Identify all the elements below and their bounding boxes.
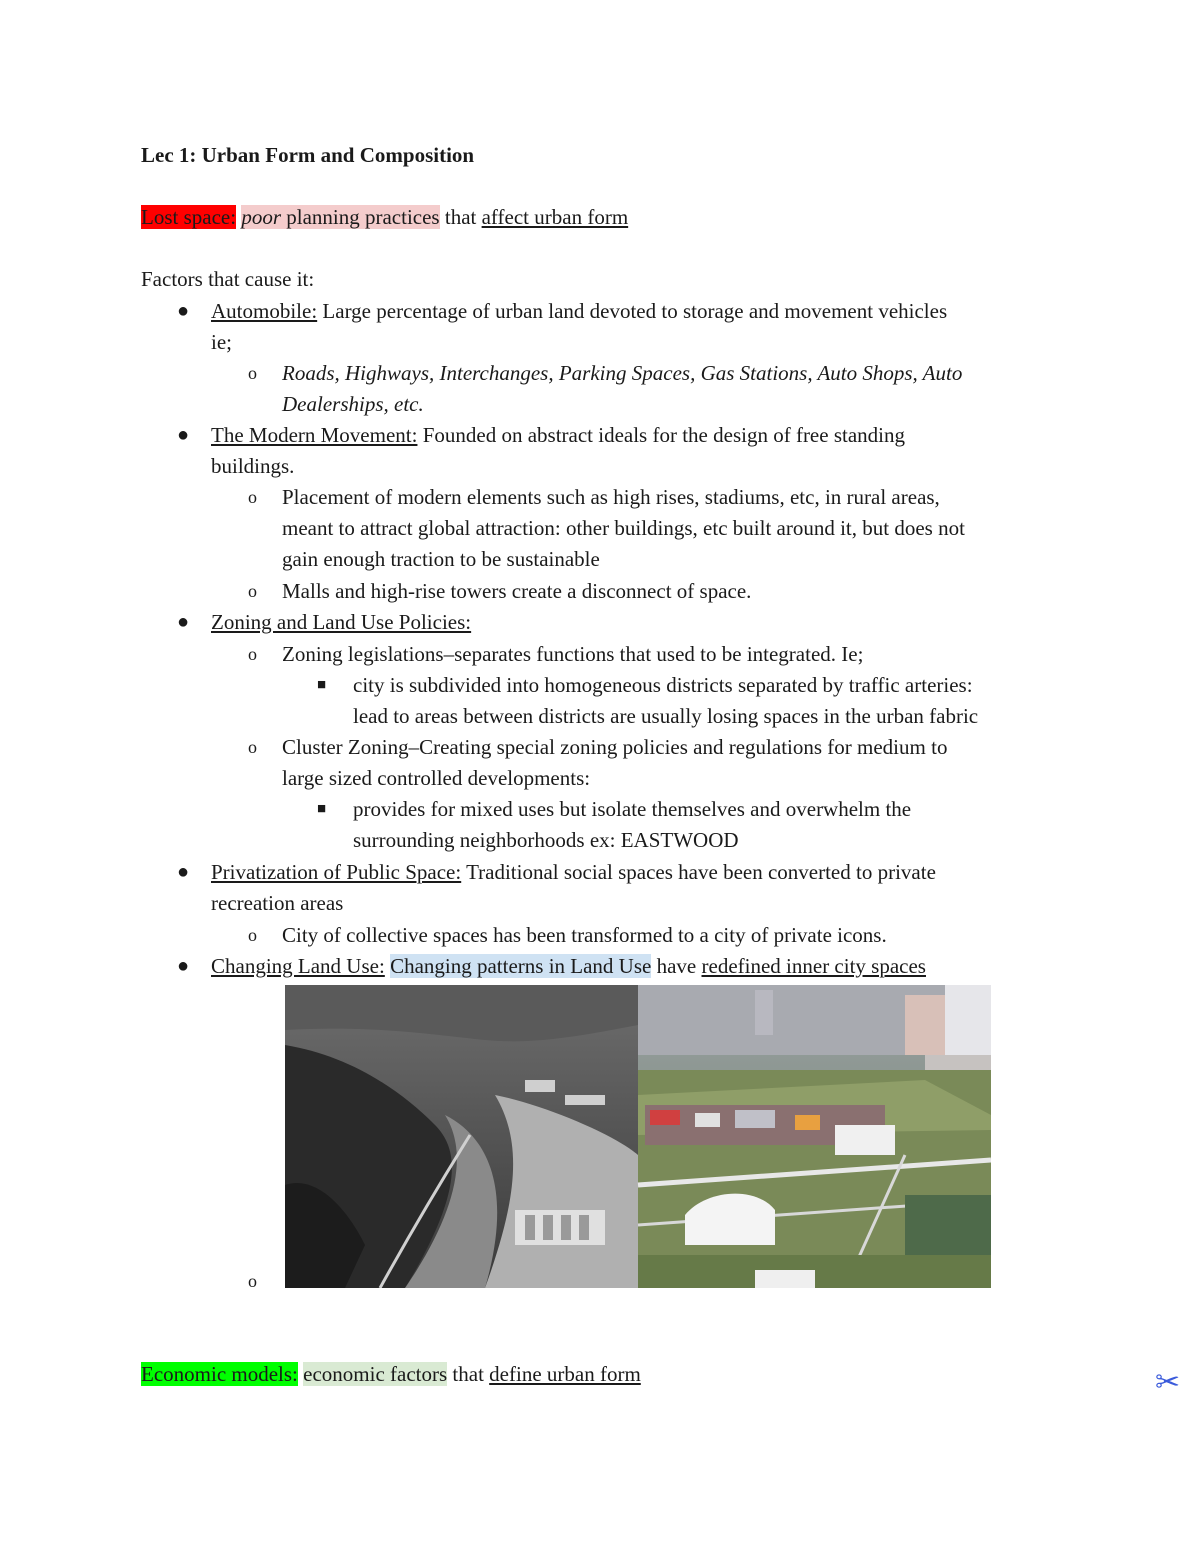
automobile-text: Large percentage of urban land devoted to storage and movement vehicles — [317, 299, 948, 323]
bullet-circle: o — [248, 1271, 257, 1291]
economic-mid: that — [447, 1362, 490, 1386]
automobile-label: Automobile: — [211, 299, 318, 323]
bullet-dot: ● — [177, 955, 190, 977]
lost-space-term: Lost space: — [141, 205, 237, 229]
modern-sub-a-cont: meant to attract global attraction: other buildings, etc built around it, but does not — [282, 516, 965, 540]
economic-definition — [141, 1359, 641, 1390]
modern-text-cont: buildings. — [211, 454, 295, 478]
lost-space-mid: that — [439, 205, 482, 229]
zoning-sub-b-cont: large sized controlled developments: — [282, 766, 591, 790]
modern-sub-a: Placement of modern elements such as high rises, stadiums, etc, in rural areas, — [282, 485, 940, 509]
changing-underlined: redefined inner city spaces — [701, 954, 926, 978]
bullet-dot: ● — [177, 611, 190, 633]
privatization-text-cont: recreation areas — [211, 891, 344, 915]
changing-item — [211, 951, 926, 982]
automobile-text-cont: ie; — [211, 330, 232, 354]
bullet-square: ■ — [317, 677, 327, 693]
bullet-circle: o — [248, 363, 257, 383]
economic-term: Economic models: — [141, 1362, 298, 1386]
automobile-sub-cont: Dealerships, etc. — [282, 392, 424, 416]
bullet-circle: o — [248, 925, 257, 945]
bullet-circle: o — [248, 487, 257, 507]
lost-space-definition — [141, 202, 628, 233]
privatization-item — [211, 857, 936, 888]
zoning-sub-a: Zoning legislations–separates functions that used to be integrated. Ie; — [282, 642, 864, 666]
modern-sub-b: Malls and high-rise towers create a disconnect of space. — [282, 579, 752, 603]
bullet-circle: o — [248, 581, 257, 601]
modern-item — [211, 420, 905, 451]
factors-heading: Factors that cause it: — [141, 267, 315, 291]
page-title: Lec 1: Urban Form and Composition — [141, 143, 475, 167]
bullet-dot: ● — [177, 300, 190, 322]
zoning-sub-b-item: provides for mixed uses but isolate themselves and overwhelm the — [353, 797, 912, 821]
bullet-circle: o — [248, 644, 257, 664]
lost-space-underlined: affect urban form — [481, 205, 629, 229]
bullet-square: ■ — [317, 801, 327, 817]
zoning-sub-a-item-cont: lead to areas between districts are usually losing spaces in the urban fabric — [353, 704, 979, 728]
modern-text: Founded on abstract ideals for the design of free standing — [417, 423, 905, 447]
privatization-text: Traditional social spaces have been converted to private — [461, 860, 936, 884]
privatization-label: Privatization of Public Space: — [211, 860, 462, 884]
lost-space-highlight: planning practices — [281, 205, 440, 229]
automobile-item — [211, 296, 947, 327]
zoning-sub-b: Cluster Zoning–Creating special zoning policies and regulations for medium to — [282, 735, 948, 759]
privatization-sub: City of collective spaces has been transformed to a city of private icons. — [282, 923, 887, 947]
zoning-label: Zoning and Land Use Policies: — [211, 610, 472, 634]
changing-mid: have — [651, 954, 702, 978]
modern-label: The Modern Movement: — [211, 423, 418, 447]
modern-sub-a-cont2: gain enough traction to be sustainable — [282, 547, 600, 571]
economic-highlight: economic factors — [303, 1362, 448, 1386]
zoning-sub-a-item: city is subdivided into homogeneous districts separated by traffic arteries: — [353, 673, 973, 697]
bullet-dot: ● — [177, 424, 190, 446]
bullet-circle: o — [248, 737, 257, 757]
lost-space-adj: poor — [241, 205, 281, 229]
land-use-comparison-image — [285, 985, 991, 1288]
zoning-sub-b-item-cont: surrounding neighborhoods ex: EASTWOOD — [353, 828, 739, 852]
bullet-dot: ● — [177, 861, 190, 883]
changing-label: Changing Land Use: — [211, 954, 385, 978]
scissors-icon[interactable]: ✂ — [1155, 1365, 1181, 1400]
economic-underlined: define urban form — [489, 1362, 641, 1386]
automobile-sub: Roads, Highways, Interchanges, Parking Spaces, Gas Stations, Auto Shops, Auto — [282, 361, 963, 385]
changing-highlight: Changing patterns in Land Use — [390, 954, 652, 978]
